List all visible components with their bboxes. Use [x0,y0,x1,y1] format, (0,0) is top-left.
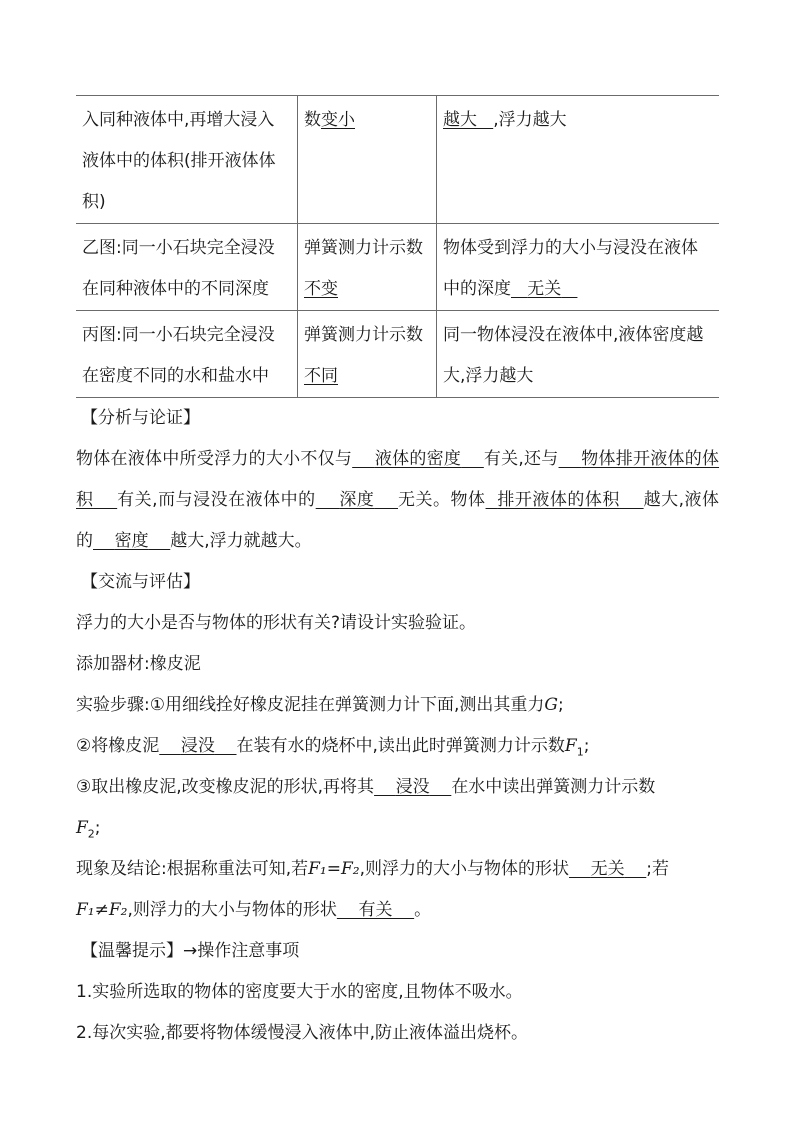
evaluation-step-1: 实验步骤:①用细线拴好橡皮泥挂在弹簧测力计下面,测出其重力G; [76,695,564,715]
table-row [76,224,719,311]
table-cell: 数变小 [298,96,437,224]
evaluation-materials: 添加器材:橡皮泥 [76,654,201,674]
experiment-table [76,95,719,398]
tips-heading: 【温馨提示】→操作注意事项 [81,941,300,961]
evaluation-step-2: ②将橡皮泥 浸没 在装有水的烧杯中,读出此时弹簧测力计示数$F_1$; [76,736,590,759]
evaluation-heading: 【交流与评估】 [81,572,200,592]
table-cell: 弹簧测力计示数不同 [298,311,437,398]
table-row [76,311,719,398]
table-cell: 物体受到浮力的大小与浸没在液体中的深度 无关 [437,224,720,311]
tips-item-1: 1.实验所选取的物体的密度要大于水的密度,且物体不吸水。 [76,982,523,1002]
evaluation-question: 浮力的大小是否与物体的形状有关?请设计实验验证。 [76,613,477,633]
table-row [76,96,719,224]
evaluation-conclusion: 现象及结论:根据称重法可知,若F₁=F₂,则浮力的大小与物体的形状 无关 ;若 F₁≠F₂,则浮力的大小与物体的形状 有关 。 [76,859,669,920]
table-cell: 弹簧测力计示数不变 [298,224,437,311]
table-cell: 入同种液体中,再增大浸入液体中的体积(排开液体体积) [76,96,298,224]
document-page [76,95,719,1054]
table-cell: 同一物体浸没在液体中,液体密度越大,浮力越大 [437,311,720,398]
table-cell: 丙图:同一小石块完全浸没在密度不同的水和盐水中 [76,311,298,398]
tips-item-2: 2.每次实验,都要将物体缓慢浸入液体中,防止液体溢出烧杯。 [76,1023,529,1043]
analysis-heading: 【分析与论证】 [81,408,200,428]
table-cell: 越大 ,浮力越大 [437,96,720,224]
evaluation-step-3: ③取出橡皮泥,改变橡皮泥的形状,再将其 浸没 在水中读出弹簧测力计示数 $F_2$; [76,777,656,841]
table-cell: 乙图:同一小石块完全浸没在同种液体中的不同深度 [76,224,298,311]
analysis-paragraph: 物体在液体中所受浮力的大小不仅与 液体的密度 有关,还与 物体排开液体的体积 有关,而与浸没在液体中的 深度 无关。物体 排开液体的体积 越大,液体的 密度 越大,浮力就越大。 [76,449,720,551]
